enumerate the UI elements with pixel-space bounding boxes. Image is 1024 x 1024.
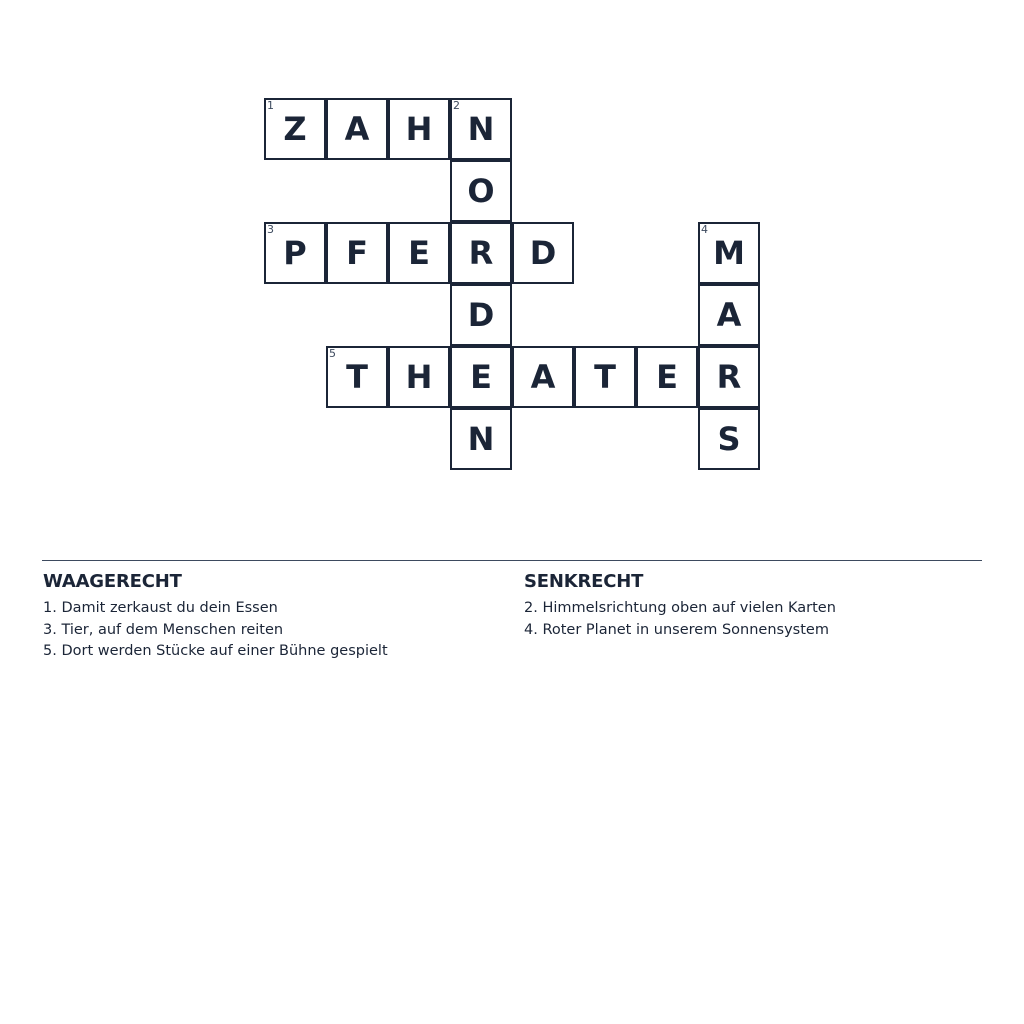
grid-cell[interactable] [698,284,760,346]
clue-number: 3 [267,223,274,236]
across-clue: 5. Dort werden Stücke auf einer Bühne gespielt [43,643,388,659]
cell-letter: R [716,358,742,396]
grid-cell[interactable] [450,98,512,160]
cell-letter: D [529,234,557,272]
across-heading: WAAGERECHT [43,571,182,592]
grid-cell[interactable] [450,222,512,284]
cell-letter: F [346,234,368,272]
grid-cell[interactable] [326,222,388,284]
cell-letter: M [713,234,745,272]
across-clue: 3. Tier, auf dem Menschen reiten [43,621,284,638]
cell-letter: P [283,234,307,272]
cell-letter: N [467,420,495,458]
down-clues [524,570,984,641]
grid-cell[interactable] [388,222,450,284]
grid-cell[interactable] [512,346,574,408]
cell-letter: O [467,172,495,210]
grid-cell[interactable] [264,222,326,284]
cell-letter: E [656,358,678,396]
grid-cell[interactable] [698,222,760,284]
down-clue: 2. Himmelsrichtung oben auf vielen Karten [524,600,836,616]
grid-cell[interactable] [636,346,698,408]
cell-letter: N [467,110,495,148]
grid-cell[interactable] [574,346,636,408]
grid-cell[interactable] [698,346,760,408]
grid-cell[interactable] [326,346,388,408]
cell-letter: A [530,358,556,396]
grid-cell[interactable] [450,346,512,408]
clue-number: 2 [453,99,460,112]
clue-number: 5 [329,347,336,360]
grid-cell[interactable] [388,346,450,408]
cell-letter: A [344,110,370,148]
grid-cell[interactable] [264,98,326,160]
clue-number: 1 [267,99,274,112]
cell-letter: D [467,296,495,334]
grid-cell[interactable] [450,160,512,222]
cell-letter: H [405,358,433,396]
cell-letter: T [346,358,368,396]
grid-cell[interactable] [450,284,512,346]
grid-cell[interactable] [512,222,574,284]
cell-letter: T [594,358,616,396]
grid-cell[interactable] [326,98,388,160]
down-clue: 4. Roter Planet in unserem Sonnensystem [524,621,829,638]
down-heading: SENKRECHT [524,571,644,592]
cell-letter: E [470,358,492,396]
cell-letter: E [408,234,430,272]
across-clue: 1. Damit zerkaust du dein Essen [43,600,278,616]
divider [42,560,982,561]
grid-cell[interactable] [388,98,450,160]
clue-number: 4 [701,223,708,236]
cell-letter: S [717,420,741,458]
cell-letter: R [468,234,494,272]
across-clues [43,570,503,663]
cell-letter: A [716,296,742,334]
cell-letter: Z [283,110,307,148]
grid-cell[interactable] [450,408,512,470]
cell-letter: H [405,110,433,148]
grid-cell[interactable] [698,408,760,470]
